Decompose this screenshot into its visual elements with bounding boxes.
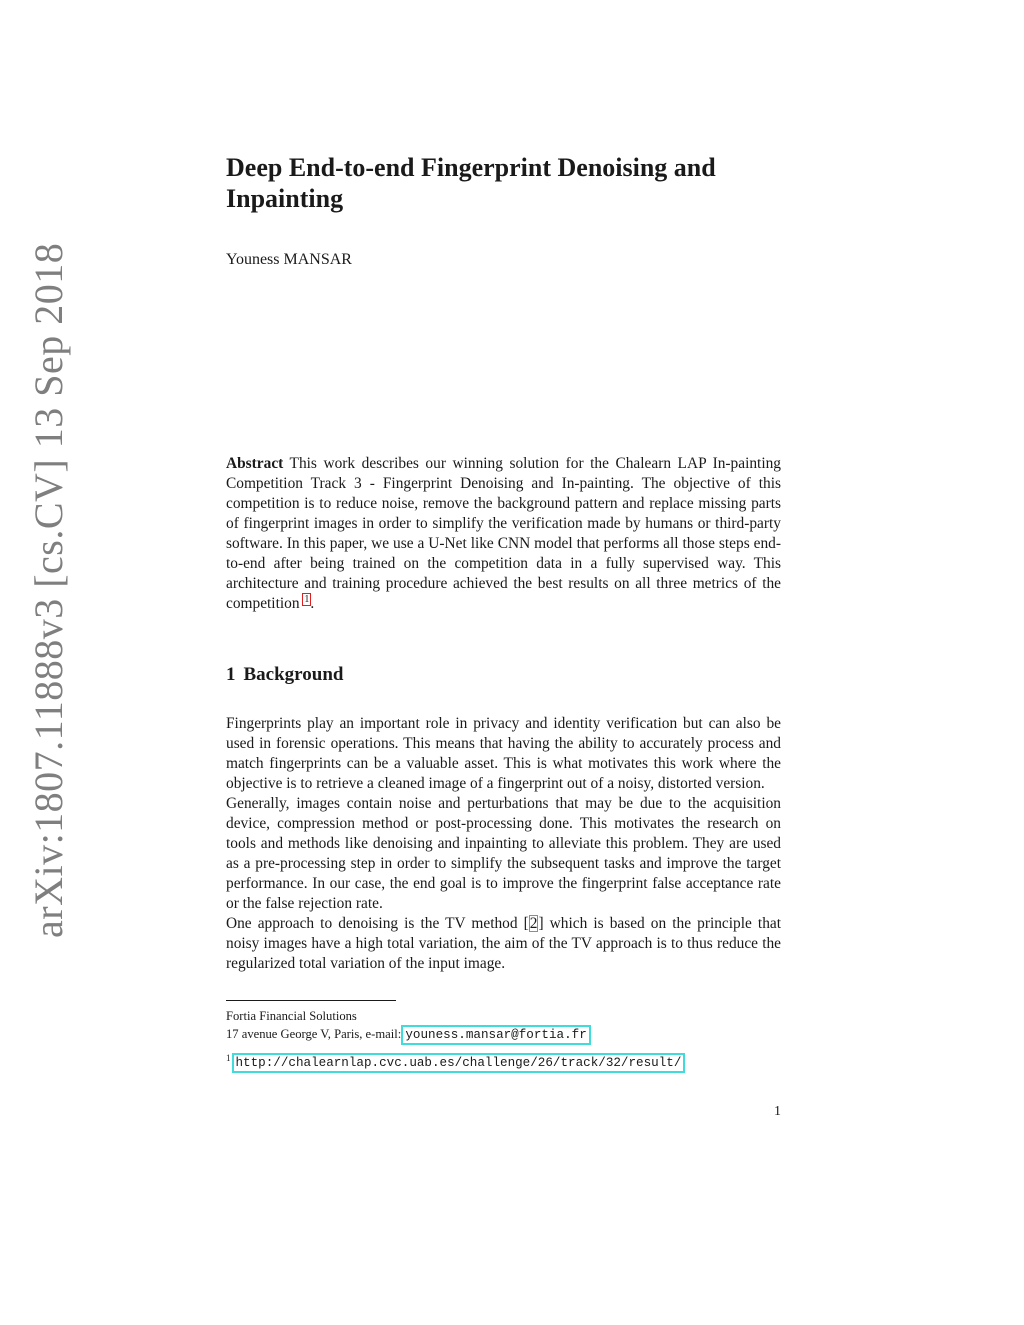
footnote [226, 1053, 682, 1070]
abstract-label: Abstract [226, 455, 284, 472]
author-name: Youness MANSAR [226, 251, 352, 268]
paragraph [226, 914, 781, 974]
abstract-end: . [310, 595, 315, 612]
footnote-number: 1 [226, 1053, 231, 1063]
abstract [226, 454, 781, 614]
paragraph-text: One approach to denoising is the TV method [ [226, 915, 529, 932]
paper-title: Deep End-to-end Fingerprint Denoising and Inpainting [226, 153, 716, 213]
abstract-text: This work describes our winning solution for the Chalearn LAP In-painting Competition Track 3 - Fingerprint Denoising and In-painting. The objective of this competition is to reduce noise, remove the background pattern and replace missing parts of fingerprint images in order to simplify the verification made by humans or third-party software. In this paper, we use a U-Net like CNN model that performs all those steps end-to-end after being trained on the competition data in a fully supervised way. This architecture and training procedure achieved the best results on all three metrics of the competition [226, 455, 781, 612]
footnote-url-link[interactable]: http://chalearnlap.cvc.uab.es/challenge/26/track/32/result/ [235, 1056, 682, 1071]
section-number: 1 [226, 664, 236, 685]
section-body [226, 714, 781, 974]
address-text: 17 avenue George V, Paris, e-mail: [226, 1027, 405, 1041]
paragraph: Fingerprints play an important role in privacy and identity verification but can also be used in forensic operations. This means that having the ability to accurately process and match fingerprints can be a valuable asset. This is what motivates this work where the objective is to retrieve a cleaned image of a fingerprint out of a noisy, distorted version. [226, 715, 781, 792]
footnote-link[interactable]: 1 [304, 593, 310, 605]
email-link[interactable]: youness.mansar@fortia.fr [405, 1028, 587, 1042]
address [226, 1026, 781, 1043]
section-title: Background [243, 664, 344, 685]
footnote-divider [226, 1000, 396, 1001]
paragraph-text: ] which is based on the principle that noisy images have a high total variation, the aim of the TV approach is to thus reduce the regularized total variation of the input image. [226, 915, 781, 972]
arxiv-identifier: arXiv:1807.11888v3 [cs.CV] 13 Sep 2018 [26, 242, 71, 938]
affiliation: Fortia Financial Solutions [226, 1009, 357, 1023]
page-number: 1 [774, 1104, 781, 1119]
citation-link[interactable]: 2 [529, 915, 538, 932]
section-heading [226, 664, 343, 686]
paragraph: Generally, images contain noise and perturbations that may be due to the acquisition device, compression method or post-processing done. This motivates the research on tools and methods like denoising and inpainting to alleviate this problem. They are used as a pre-processing step in order to simplify the subsequent tasks and improve the target performance. In our case, the end goal is to improve the fingerprint false acceptance rate or the false rejection rate. [226, 795, 781, 912]
